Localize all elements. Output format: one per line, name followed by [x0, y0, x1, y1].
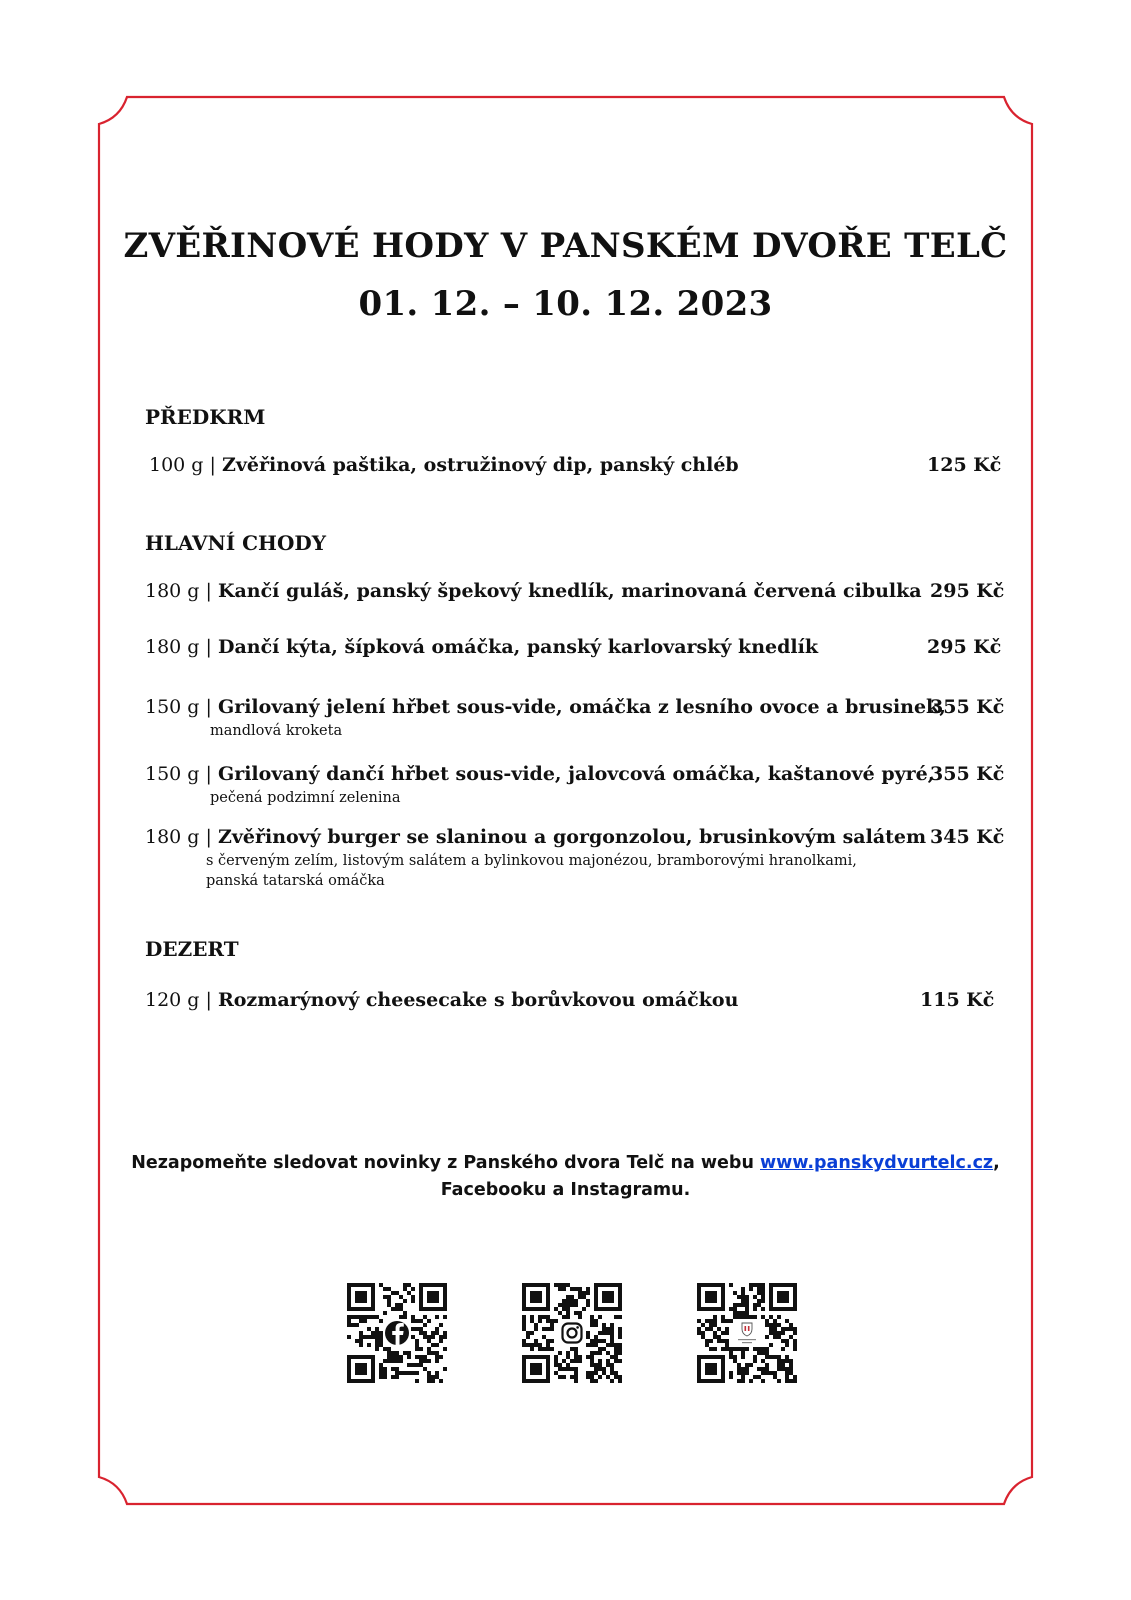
panskydvur-logo	[734, 1320, 760, 1346]
separator: |	[205, 636, 212, 658]
item-price: 345 Kč	[930, 826, 1005, 848]
website-qr-code[interactable]	[697, 1283, 797, 1383]
item-name: Kančí guláš, panský špekový knedlík, marinovaná červená cibulka	[217, 580, 922, 602]
item-price: 295 Kč	[927, 636, 1002, 658]
item-weight: 150 g	[145, 696, 200, 718]
item-name: Zvěřinový burger se slaninou a gorgonzolou, brusinkovým salátem	[217, 826, 927, 848]
section-heading-mains: HLAVNÍ CHODY	[145, 531, 326, 555]
item-description-line2: panská tatarská omáčka	[206, 873, 385, 889]
menu-item	[145, 696, 1005, 741]
item-description: mandlová kroketa	[210, 723, 343, 739]
menu-item	[145, 636, 1005, 658]
item-weight: 180 g	[145, 580, 200, 602]
separator: |	[205, 989, 212, 1011]
instagram-qr-code[interactable]	[522, 1283, 622, 1383]
item-name: Zvěřinová paštika, ostružinový dip, panský chléb	[221, 454, 739, 476]
separator: |	[205, 826, 212, 848]
item-price: 115 Kč	[920, 989, 995, 1011]
item-description: s červeným zelím, listovým salátem a bylinkovou majonézou, bramborovými hranolkami,	[206, 853, 857, 869]
section-heading-dessert: DEZERT	[145, 937, 239, 961]
item-weight: 180 g	[145, 636, 200, 658]
footer-comma: ,	[993, 1153, 1000, 1173]
item-weight: 150 g	[145, 763, 200, 785]
item-weight: 180 g	[145, 826, 200, 848]
item-price: 295 Kč	[930, 580, 1005, 602]
footer-text-line2: Facebooku a Instagramu.	[440, 1180, 691, 1200]
item-price: 355 Kč	[930, 696, 1005, 718]
menu-item	[149, 454, 1009, 476]
facebook-qr-code[interactable]	[347, 1283, 447, 1383]
menu-item	[145, 989, 1005, 1011]
separator: |	[205, 580, 212, 602]
instagram-icon	[560, 1321, 584, 1345]
item-price: 125 Kč	[927, 454, 1002, 476]
footer-note	[0, 1150, 1131, 1204]
menu-item	[145, 763, 1005, 808]
facebook-icon	[385, 1321, 409, 1345]
separator: |	[209, 454, 216, 476]
separator: |	[205, 763, 212, 785]
item-name: Grilovaný jelení hřbet sous-vide, omáčka z lesního ovoce a brusinek,	[217, 696, 946, 718]
menu-item	[145, 826, 1005, 891]
item-weight: 100 g	[149, 454, 204, 476]
item-price: 355 Kč	[930, 763, 1005, 785]
menu-title: ZVĚŘINOVÉ HODY V PANSKÉM DVOŘE TELČ	[123, 226, 1008, 266]
footer-text: Nezapomeňte sledovat novinky z Panského dvora Telč na webu	[131, 1153, 760, 1173]
item-name: Dančí kýta, šípková omáčka, panský karlovarský knedlík	[217, 636, 818, 658]
separator: |	[205, 696, 212, 718]
item-name: Rozmarýnový cheesecake s borůvkovou omáčkou	[217, 989, 739, 1011]
website-link[interactable]: www.panskydvurtelc.cz	[760, 1153, 994, 1173]
item-description: pečená podzimní zelenina	[210, 790, 401, 806]
menu-date-range: 01. 12. – 10. 12. 2023	[358, 284, 773, 324]
menu-item	[145, 580, 1005, 602]
item-name: Grilovaný dančí hřbet sous-vide, jalovcová omáčka, kaštanové pyré,	[217, 763, 935, 785]
section-heading-starter: PŘEDKRM	[145, 405, 266, 429]
item-weight: 120 g	[145, 989, 200, 1011]
